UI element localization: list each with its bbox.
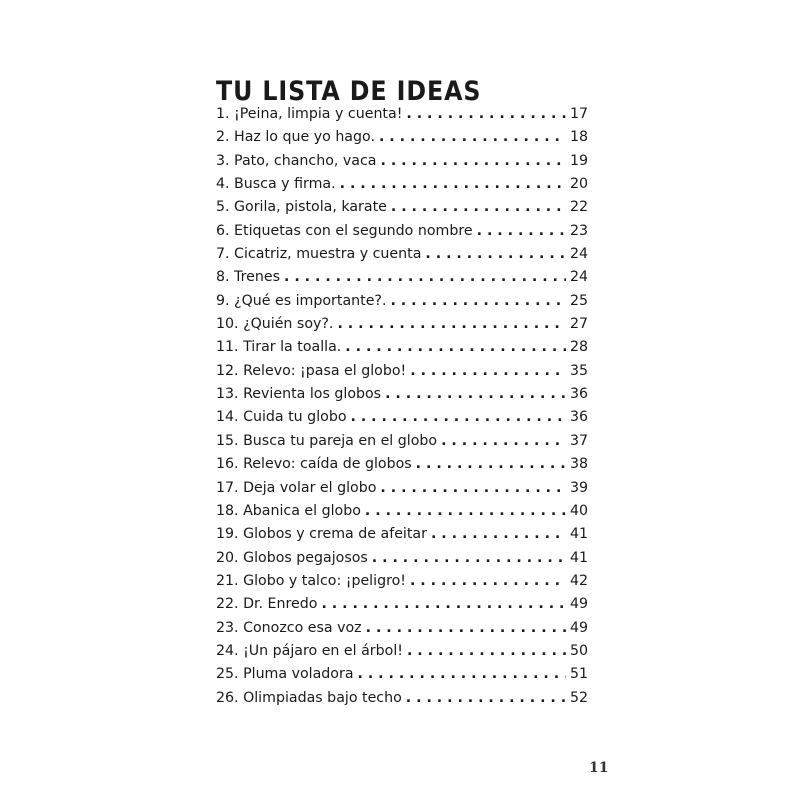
toc-entry xyxy=(216,383,588,406)
toc-entry-label: 15. Busca tu pareja en el globo xyxy=(216,432,438,449)
toc-entry xyxy=(216,196,588,219)
toc-entry-page: 25 xyxy=(569,292,588,309)
toc-entry-label: 11. Tirar la toalla. xyxy=(216,339,342,356)
toc-entry-page: 41 xyxy=(569,549,588,566)
dot-leader xyxy=(441,430,566,453)
toc-entry-label: 18. Abanica el globo xyxy=(216,502,361,519)
toc-entry-page: 17 xyxy=(569,106,588,122)
toc-entry xyxy=(216,406,588,429)
toc-entry-label: 13. Revienta los globos xyxy=(216,386,382,403)
toc-entry xyxy=(216,547,588,570)
toc-entry xyxy=(216,477,588,500)
toc-entry-page: 38 xyxy=(569,456,588,473)
toc-entry-label: 26. Olimpiadas bajo techo xyxy=(216,689,402,706)
toc-entry xyxy=(216,266,588,289)
page-number: 11 xyxy=(589,760,609,776)
dot-leader xyxy=(284,266,566,289)
toc-entry-page: 28 xyxy=(569,339,588,356)
toc-entry-page: 51 xyxy=(569,666,588,683)
toc-entry-page: 40 xyxy=(569,502,588,519)
dot-leader xyxy=(345,336,566,359)
toc-entry-page: 52 xyxy=(569,689,588,706)
toc-entry xyxy=(216,220,588,243)
toc-entry-page: 27 xyxy=(569,316,588,333)
toc-entry xyxy=(216,453,588,476)
toc-entry-page: 42 xyxy=(569,572,588,589)
toc-entry-page: 36 xyxy=(569,409,588,426)
toc-entry-page: 37 xyxy=(569,432,588,449)
toc-entry-label: 2. Haz lo que yo hago. xyxy=(216,129,375,146)
dot-leader xyxy=(351,406,566,429)
toc-entry-page: 24 xyxy=(569,269,588,286)
toc-entry-page: 18 xyxy=(569,129,588,146)
toc-entry-label: 1. ¡Peina, limpia y cuenta! xyxy=(216,106,403,122)
toc-entry xyxy=(216,336,588,359)
toc-entry-label: 5. Gorila, pistola, karate xyxy=(216,199,387,216)
dot-leader xyxy=(406,687,566,710)
toc-entry-page: 19 xyxy=(569,152,588,169)
dot-leader xyxy=(407,640,566,663)
toc-entry-label: 12. Relevo: ¡pasa el globo! xyxy=(216,362,407,379)
dot-leader xyxy=(410,570,566,593)
toc-entry xyxy=(216,430,588,453)
toc-entry-page: 22 xyxy=(569,199,588,216)
toc-entry-label: 23. Conozco esa voz xyxy=(216,619,362,636)
toc-entry xyxy=(216,593,588,616)
toc-entry-label: 4. Busca y firma. xyxy=(216,176,336,193)
toc-entry-label: 8. Trenes xyxy=(216,269,280,286)
page-title: TU LISTA DE IDEAS xyxy=(216,76,482,107)
toc-entry-label: 22. Dr. Enredo xyxy=(216,596,318,613)
toc-entry xyxy=(216,570,588,593)
dot-leader xyxy=(365,500,566,523)
toc-entry xyxy=(216,360,588,383)
toc-entry-label: 21. Globo y talco: ¡peligro! xyxy=(216,572,406,589)
dot-leader xyxy=(372,547,566,570)
toc-entry-page: 49 xyxy=(569,619,588,636)
toc-entry-page: 36 xyxy=(569,386,588,403)
toc-entry-page: 20 xyxy=(569,176,588,193)
toc-entry xyxy=(216,173,588,196)
toc-entry xyxy=(216,103,588,126)
dot-leader xyxy=(425,243,566,266)
toc-entry-label: 25. Pluma voladora xyxy=(216,666,354,683)
dot-leader xyxy=(321,593,566,616)
toc-entry-label: 7. Cicatriz, muestra y cuenta xyxy=(216,246,422,263)
dot-leader xyxy=(477,220,566,243)
dot-leader xyxy=(380,477,566,500)
toc-entry-label: 19. Globos y crema de afeitar xyxy=(216,526,427,543)
toc-entry xyxy=(216,523,588,546)
toc-entry xyxy=(216,243,588,266)
dot-leader xyxy=(410,360,566,383)
toc-entry xyxy=(216,663,588,686)
toc-entry-page: 49 xyxy=(569,596,588,613)
toc-entry xyxy=(216,290,588,313)
toc-entry xyxy=(216,500,588,523)
toc-entry-label: 14. Cuida tu globo xyxy=(216,409,347,426)
dot-leader xyxy=(340,173,566,196)
dot-leader xyxy=(431,523,566,546)
dot-leader xyxy=(380,150,566,173)
toc-entry-page: 24 xyxy=(569,246,588,263)
toc-entry-label: 16. Relevo: caída de globos xyxy=(216,456,412,473)
toc-entry xyxy=(216,313,588,336)
dot-leader xyxy=(337,313,566,336)
dot-leader xyxy=(358,663,566,686)
toc-entry-label: 9. ¿Qué es importante?. xyxy=(216,292,387,309)
toc-entry-page: 41 xyxy=(569,526,588,543)
dot-leader xyxy=(385,383,566,406)
toc-entry xyxy=(216,687,588,710)
toc-entry-label: 20. Globos pegajosos xyxy=(216,549,368,566)
dot-leader xyxy=(390,290,566,313)
toc-entry-page: 23 xyxy=(569,222,588,239)
dot-leader xyxy=(366,617,566,640)
toc-entry-label: 17. Deja volar el globo xyxy=(216,479,377,496)
dot-leader xyxy=(406,103,566,126)
toc-entry-label: 24. ¡Un pájaro en el árbol! xyxy=(216,642,403,659)
toc-entry xyxy=(216,150,588,173)
toc-entry xyxy=(216,640,588,663)
toc-entry-label: 3. Pato, chancho, vaca xyxy=(216,152,377,169)
dot-leader xyxy=(416,453,566,476)
toc-entry-page: 35 xyxy=(569,362,588,379)
toc-entry-label: 10. ¿Quién soy?. xyxy=(216,316,334,333)
dot-leader xyxy=(391,196,566,219)
dot-leader xyxy=(379,126,566,149)
toc-entry-page: 50 xyxy=(569,642,588,659)
toc-entry xyxy=(216,126,588,149)
toc-entry xyxy=(216,617,588,640)
toc-entry-label: 6. Etiquetas con el segundo nombre xyxy=(216,222,473,239)
table-of-contents xyxy=(216,103,588,710)
toc-entry-page: 39 xyxy=(569,479,588,496)
